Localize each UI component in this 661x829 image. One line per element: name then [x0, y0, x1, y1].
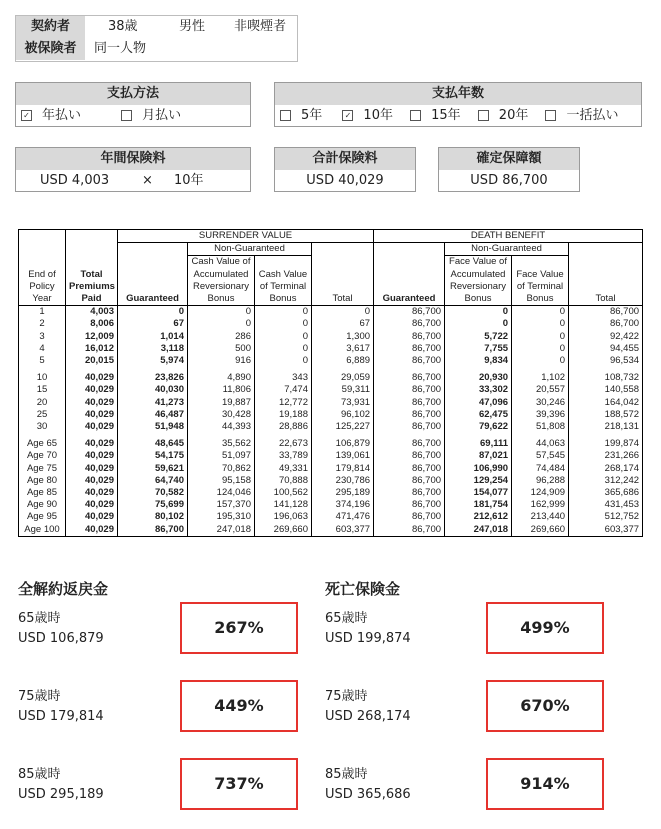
table-cell: 140,558 [569, 384, 643, 396]
table-cell: 86,700 [374, 421, 445, 433]
table-cell: 86,700 [374, 397, 445, 409]
table-cell: 44,393 [188, 421, 255, 433]
table-cell: 86,700 [374, 450, 445, 462]
table-cell: Age 85 [19, 487, 66, 499]
surrender-value-header: SURRENDER VALUE [118, 230, 374, 243]
table-cell: 124,909 [512, 487, 569, 499]
table-cell: 603,377 [569, 524, 643, 537]
table-cell: 47,096 [445, 397, 512, 409]
table-row [19, 421, 643, 433]
col-header-face-rev: Face Value of Accumulated Reversionary Bonus [445, 256, 512, 306]
table-cell: 247,018 [445, 524, 512, 537]
table-row [19, 397, 643, 409]
table-cell: 48,645 [118, 433, 188, 450]
table-cell: 8,006 [66, 318, 118, 330]
table-cell: 86,700 [374, 475, 445, 487]
table-row [19, 343, 643, 355]
table-cell: 5,974 [118, 355, 188, 367]
table-cell: 86,700 [374, 499, 445, 511]
death-summary-title: 死亡保険金 [325, 580, 401, 598]
table-cell: 40,029 [66, 499, 118, 511]
death-amount-65: USD 199,874 [325, 631, 411, 646]
table-cell: 0 [512, 355, 569, 367]
table-row [19, 367, 643, 384]
death-age-85: 85歳時 [325, 767, 368, 782]
table-cell: 67 [312, 318, 374, 330]
checkbox-icon[interactable] [545, 110, 556, 121]
smoker-value: 非喫煙者 [234, 19, 287, 34]
annual-premium-title: 年間保険料 [16, 148, 250, 170]
table-cell: 7,755 [445, 343, 512, 355]
table-cell: 0 [512, 331, 569, 343]
col-header-guaranteed-db: Guaranteed [374, 243, 445, 306]
table-cell: 0 [255, 318, 312, 330]
table-cell: 86,700 [374, 433, 445, 450]
age-value: 38歳 [108, 19, 138, 34]
surrender-age-75: 75歳時 [18, 689, 61, 704]
total-premium-box [274, 147, 416, 192]
table-cell: 286 [188, 331, 255, 343]
table-cell: 40,029 [66, 511, 118, 523]
table-cell: 6,889 [312, 355, 374, 367]
table-cell: 23,826 [118, 367, 188, 384]
total-premium-title: 合計保険料 [275, 148, 415, 170]
table-cell: 51,948 [118, 421, 188, 433]
table-cell: 603,377 [312, 524, 374, 537]
table-cell: 64,740 [118, 475, 188, 487]
table-cell: 69,111 [445, 433, 512, 450]
times-sign: × [142, 173, 153, 188]
table-cell: 67 [118, 318, 188, 330]
checkbox-icon[interactable] [121, 110, 132, 121]
table-cell: 1,014 [118, 331, 188, 343]
table-body [19, 306, 643, 537]
table-cell: 22,673 [255, 433, 312, 450]
surrender-pct-75: 449% [180, 680, 298, 732]
table-cell: 269,660 [255, 524, 312, 537]
table-cell: 86,700 [374, 524, 445, 537]
col-header-cash-rev: Cash Value of Accumulated Reversionary Bonus [188, 256, 255, 306]
table-cell: 269,660 [512, 524, 569, 537]
table-cell: 196,063 [255, 511, 312, 523]
table-cell: 33,302 [445, 384, 512, 396]
table-cell: 5 [19, 355, 66, 367]
table-cell: 0 [312, 306, 374, 319]
table-row [19, 355, 643, 367]
table-cell: 86,700 [569, 318, 643, 330]
table-cell: 199,874 [569, 433, 643, 450]
table-cell: 20,015 [66, 355, 118, 367]
table-row [19, 475, 643, 487]
table-cell: 73,931 [312, 397, 374, 409]
table-cell: 39,396 [512, 409, 569, 421]
table-cell: 0 [255, 355, 312, 367]
death-amount-75: USD 268,174 [325, 709, 411, 724]
table-cell: 139,061 [312, 450, 374, 462]
years-option-15[interactable]: 15年 [410, 108, 461, 123]
table-cell: Age 65 [19, 433, 66, 450]
table-cell: 86,700 [374, 318, 445, 330]
table-cell: Age 70 [19, 450, 66, 462]
table-cell: 2 [19, 318, 66, 330]
table-cell: 106,990 [445, 463, 512, 475]
death-benefit-header: DEATH BENEFIT [374, 230, 643, 243]
death-age-65: 65歳時 [325, 611, 368, 626]
table-cell: 40,029 [66, 524, 118, 537]
table-cell: 4 [19, 343, 66, 355]
table-cell: 188,572 [569, 409, 643, 421]
table-cell: 86,700 [374, 409, 445, 421]
table-cell: 40,029 [66, 421, 118, 433]
table-cell: 59,311 [312, 384, 374, 396]
table-cell: 95,158 [188, 475, 255, 487]
table-cell: 374,196 [312, 499, 374, 511]
col-header-year: End of Policy Year [19, 230, 66, 306]
table-cell: 87,021 [445, 450, 512, 462]
table-row [19, 409, 643, 421]
table-cell: 40,029 [66, 397, 118, 409]
table-cell: 0 [512, 306, 569, 319]
table-cell: 29,059 [312, 367, 374, 384]
table-cell: 86,700 [374, 384, 445, 396]
table-cell: 0 [118, 306, 188, 319]
table-cell: 0 [188, 318, 255, 330]
table-cell: 79,622 [445, 421, 512, 433]
table-cell: Age 75 [19, 463, 66, 475]
table-cell: 10 [19, 367, 66, 384]
table-cell: 141,128 [255, 499, 312, 511]
table-cell: 154,077 [445, 487, 512, 499]
table-cell: 0 [445, 318, 512, 330]
col-header-cash-term: Cash Value of Terminal Bonus [255, 256, 312, 306]
table-cell: 213,440 [512, 511, 569, 523]
death-age-75: 75歳時 [325, 689, 368, 704]
table-cell: 16,012 [66, 343, 118, 355]
table-cell: 28,886 [255, 421, 312, 433]
table-cell: 96,534 [569, 355, 643, 367]
table-cell: 108,732 [569, 367, 643, 384]
table-cell: 86,700 [569, 306, 643, 319]
table-row [19, 433, 643, 450]
table-cell: 40,029 [66, 487, 118, 499]
surrender-age-85: 85歳時 [18, 767, 61, 782]
table-cell: 51,808 [512, 421, 569, 433]
checkbox-icon[interactable]: ✓ [342, 110, 353, 121]
table-cell: 157,370 [188, 499, 255, 511]
table-cell: 40,029 [66, 409, 118, 421]
col-header-face-term: Face Value of Terminal Bonus [512, 256, 569, 306]
table-cell: 512,752 [569, 511, 643, 523]
table-cell: 20,557 [512, 384, 569, 396]
table-cell: 100,562 [255, 487, 312, 499]
table-row [19, 318, 643, 330]
table-cell: 30 [19, 421, 66, 433]
surrender-summary-title: 全解約返戻金 [18, 580, 109, 598]
table-row [19, 384, 643, 396]
table-cell: 33,789 [255, 450, 312, 462]
table-cell: 247,018 [188, 524, 255, 537]
table-cell: 96,288 [512, 475, 569, 487]
years-option-lump[interactable]: 一括払い [545, 108, 618, 123]
table-cell: 40,029 [66, 367, 118, 384]
years-option-10[interactable]: ✓ 10年 [342, 108, 393, 123]
surrender-age-65: 65歳時 [18, 611, 61, 626]
guaranteed-box [438, 147, 580, 192]
table-cell: 86,700 [374, 487, 445, 499]
table-cell: 0 [255, 306, 312, 319]
table-cell: 80,102 [118, 511, 188, 523]
table-cell: 40,030 [118, 384, 188, 396]
table-cell: 268,174 [569, 463, 643, 475]
death-amount-85: USD 365,686 [325, 787, 411, 802]
table-cell: 179,814 [312, 463, 374, 475]
table-cell: 343 [255, 367, 312, 384]
table-cell: 124,046 [188, 487, 255, 499]
table-cell: 49,331 [255, 463, 312, 475]
death-pct-65: 499% [486, 602, 604, 654]
table-cell: 19,887 [188, 397, 255, 409]
table-cell: 20,930 [445, 367, 512, 384]
table-row [19, 331, 643, 343]
payment-option-monthly[interactable]: 月払い [121, 108, 181, 123]
guaranteed-title: 確定保障額 [439, 148, 579, 170]
table-cell: 25 [19, 409, 66, 421]
table-cell: 70,888 [255, 475, 312, 487]
illustration-table [18, 229, 643, 537]
payment-option-annual[interactable]: ✓ 年払い [21, 108, 81, 123]
table-cell: 231,266 [569, 450, 643, 462]
table-cell: 0 [188, 306, 255, 319]
table-row [19, 450, 643, 462]
col-header-guaranteed-sv: Guaranteed [118, 243, 188, 306]
table-cell: 40,029 [66, 463, 118, 475]
table-cell: 46,487 [118, 409, 188, 421]
death-pct-85: 914% [486, 758, 604, 810]
table-cell: 365,686 [569, 487, 643, 499]
contract-info-box [15, 15, 298, 62]
payment-method-options [16, 105, 250, 126]
table-row [19, 499, 643, 511]
table-row [19, 524, 643, 537]
total-premium-amount: USD 40,029 [306, 173, 384, 188]
table-cell: 30,428 [188, 409, 255, 421]
table-cell: 86,700 [374, 343, 445, 355]
payment-method-box [15, 82, 251, 127]
table-cell: 5,722 [445, 331, 512, 343]
non-guaranteed-db-header: Non-Guaranteed [445, 243, 569, 256]
gender-value: 男性 [179, 19, 206, 34]
table-cell: 1,300 [312, 331, 374, 343]
table-cell: 0 [512, 343, 569, 355]
table-cell: 295,189 [312, 487, 374, 499]
table-cell: 40,029 [66, 384, 118, 396]
payment-years-box [274, 82, 642, 127]
table-cell: 230,786 [312, 475, 374, 487]
table-cell: 86,700 [374, 331, 445, 343]
insured-value: 同一人物 [94, 41, 147, 56]
checkbox-icon[interactable] [280, 110, 291, 121]
table-cell: 44,063 [512, 433, 569, 450]
guaranteed-amount: USD 86,700 [470, 173, 548, 188]
table-cell: 0 [445, 306, 512, 319]
surrender-amount-65: USD 106,879 [18, 631, 104, 646]
table-cell: 181,754 [445, 499, 512, 511]
table-cell: 15 [19, 384, 66, 396]
table-cell: 9,834 [445, 355, 512, 367]
table-cell: Age 100 [19, 524, 66, 537]
table-cell: 3 [19, 331, 66, 343]
table-cell: 75,699 [118, 499, 188, 511]
table-cell: 41,273 [118, 397, 188, 409]
years-option-20[interactable]: 20年 [478, 108, 529, 123]
table-cell: 92,422 [569, 331, 643, 343]
payment-years-title: 支払年数 [275, 83, 641, 105]
contractor-label: 契約者 [16, 16, 85, 38]
table-cell: 86,700 [374, 367, 445, 384]
table-cell: 471,476 [312, 511, 374, 523]
table-cell: 40,029 [66, 450, 118, 462]
table-cell: 12,009 [66, 331, 118, 343]
table-cell: 916 [188, 355, 255, 367]
table-cell: 129,254 [445, 475, 512, 487]
surrender-amount-85: USD 295,189 [18, 787, 104, 802]
surrender-pct-65: 267% [180, 602, 298, 654]
table-cell: 1,102 [512, 367, 569, 384]
table-cell: 20 [19, 397, 66, 409]
table-cell: 70,862 [188, 463, 255, 475]
non-guaranteed-sv-header: Non-Guaranteed [188, 243, 312, 256]
checkbox-icon[interactable] [410, 110, 421, 121]
insured-label: 被保険者 [16, 38, 85, 60]
table-cell: 125,227 [312, 421, 374, 433]
table-cell: 96,102 [312, 409, 374, 421]
table-cell: 7,474 [255, 384, 312, 396]
table-cell: 74,484 [512, 463, 569, 475]
table-cell: 0 [255, 331, 312, 343]
annual-premium-amount: USD 4,003 [40, 173, 110, 188]
table-cell: 40,029 [66, 475, 118, 487]
table-cell: 500 [188, 343, 255, 355]
surrender-amount-75: USD 179,814 [18, 709, 104, 724]
table-cell: 19,188 [255, 409, 312, 421]
table-cell: 12,772 [255, 397, 312, 409]
table-cell: 3,118 [118, 343, 188, 355]
table-cell: 86,700 [118, 524, 188, 537]
surrender-pct-85: 737% [180, 758, 298, 810]
table-row [19, 306, 643, 319]
table-cell: 94,455 [569, 343, 643, 355]
table-cell: 431,453 [569, 499, 643, 511]
table-cell: 51,097 [188, 450, 255, 462]
table-cell: 35,562 [188, 433, 255, 450]
table-cell: 212,612 [445, 511, 512, 523]
table-cell: 86,700 [374, 306, 445, 319]
table-cell: 86,700 [374, 463, 445, 475]
table-cell: 86,700 [374, 355, 445, 367]
table-cell: 86,700 [374, 511, 445, 523]
table-cell: Age 90 [19, 499, 66, 511]
table-cell: 40,029 [66, 433, 118, 450]
table-cell: 70,582 [118, 487, 188, 499]
col-header-total-premiums: Total Premiums Paid [66, 230, 118, 306]
table-cell: 218,131 [569, 421, 643, 433]
table-cell: 4,890 [188, 367, 255, 384]
annual-premium-years: 10年 [174, 173, 204, 188]
table-cell: 62,475 [445, 409, 512, 421]
table-cell: Age 95 [19, 511, 66, 523]
table-cell: 59,621 [118, 463, 188, 475]
table-cell: 54,175 [118, 450, 188, 462]
payment-years-options [275, 105, 641, 126]
years-option-5[interactable]: 5年 [280, 108, 322, 123]
table-cell: 3,617 [312, 343, 374, 355]
table-cell: 162,999 [512, 499, 569, 511]
table-cell: 1 [19, 306, 66, 319]
annual-premium-box [15, 147, 251, 192]
table-row [19, 511, 643, 523]
death-pct-75: 670% [486, 680, 604, 732]
table-row [19, 463, 643, 475]
table-cell: 0 [255, 343, 312, 355]
checkbox-icon[interactable] [478, 110, 489, 121]
table-cell: 11,806 [188, 384, 255, 396]
table-cell: 195,310 [188, 511, 255, 523]
table-cell: 57,545 [512, 450, 569, 462]
table-cell: 0 [512, 318, 569, 330]
checkbox-icon[interactable]: ✓ [21, 110, 32, 121]
col-header-total-db: Total [569, 243, 643, 306]
table-cell: 312,242 [569, 475, 643, 487]
table-cell: 4,003 [66, 306, 118, 319]
col-header-total-sv: Total [312, 243, 374, 306]
table-cell: 30,246 [512, 397, 569, 409]
table-cell: 106,879 [312, 433, 374, 450]
table-cell: Age 80 [19, 475, 66, 487]
table-row [19, 487, 643, 499]
table-cell: 164,042 [569, 397, 643, 409]
payment-method-title: 支払方法 [16, 83, 250, 105]
